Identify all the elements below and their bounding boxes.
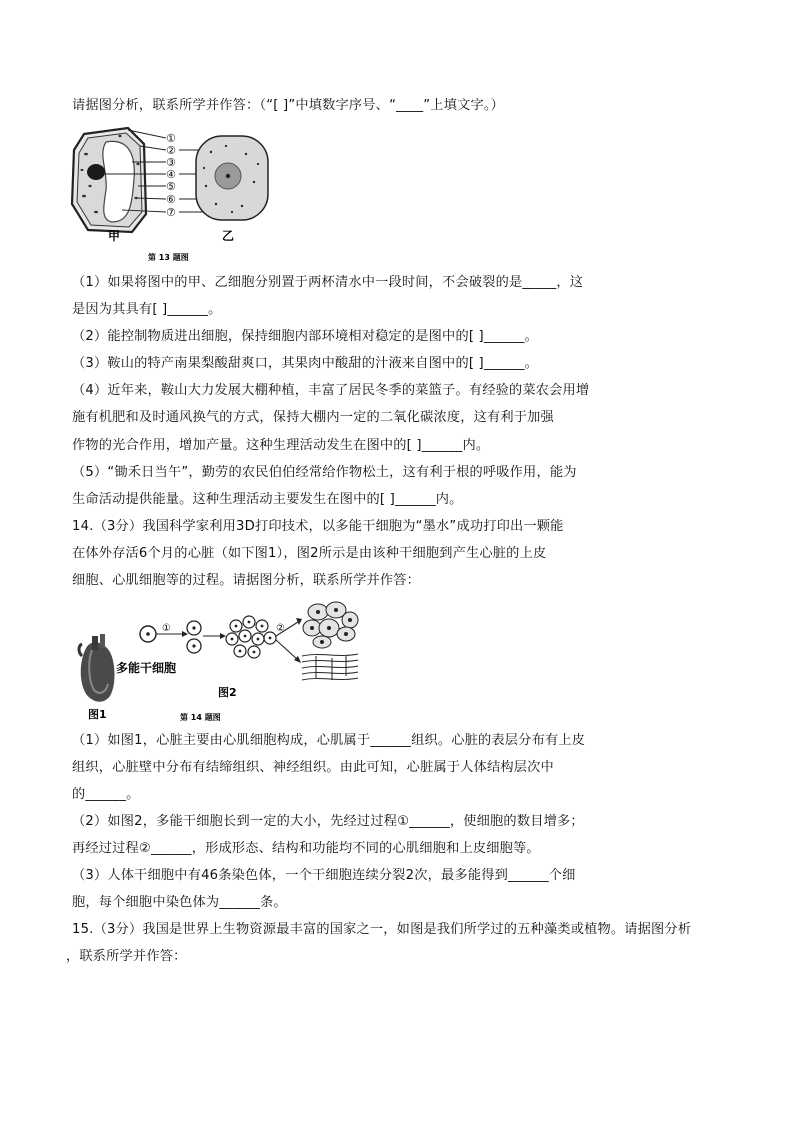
marker-4: ④ (166, 168, 176, 181)
stem-cell-diagram (70, 600, 370, 726)
figure-14 (70, 600, 370, 726)
label-jia: 甲 (108, 229, 121, 243)
q14-answer-line: （2）如图2，多能干细胞长到一定的大小，先经过过程①______，使细胞的数目增多； (72, 814, 584, 829)
fig14-caption: 第 14 题图 (180, 713, 221, 722)
q13-line: 生命活动提供能量。这种生理活动主要发生在图中的[ ]______内。 (72, 492, 463, 507)
marker-5: ⑤ (166, 180, 176, 193)
plant-nucleus (87, 164, 105, 180)
q14-answer-line: 胞，每个细胞中染色体为______条。 (72, 895, 287, 910)
q15-line: ，联系所学并作答： (66, 949, 187, 964)
q14-answer-line: 组织，心脏壁中分布有结缔组织、神经组织。由此可知，心脏属于人体结构层次中 (72, 760, 554, 775)
marker-2: ② (166, 144, 176, 157)
q14-answer-line: 再经过过程②______，形成形态、结构和功能均不同的心肌细胞和上皮细胞等。 (72, 841, 540, 856)
q13-line: （5）“锄禾日当午”，勤劳的农民伯伯经常给作物松土，这有利于根的呼吸作用，能为 (72, 465, 577, 480)
q13-line: （2）能控制物质进出细胞，保持细胞内部环境相对稳定的是图中的[ ]______。 (72, 329, 539, 344)
q14-answer-line: （1）如图1，心脏主要由心肌细胞构成，心肌属于______组织。心脏的表层分布有上皮 (72, 733, 586, 748)
q13-line: （1）如果将图中的甲、乙细胞分别置于两杯清水中一段时间，不会破裂的是_____，这 (72, 275, 584, 290)
q14-answer-line: （3）人体干细胞中有46条染色体，一个干细胞连续分裂2次，最多能得到______个细 (72, 868, 576, 883)
q14-line: 在体外存活6个月的心脏（如下图1），图2所示是由该种干细胞到产生心脏的上皮 (72, 546, 547, 561)
epithelial-cells (303, 602, 358, 648)
label-yi: 乙 (222, 229, 235, 243)
q14-line: 细胞、心肌细胞等的过程。请据图分析，联系所学并作答： (72, 573, 421, 588)
fig1-label: 图1 (88, 708, 107, 721)
fig2-label: 图2 (218, 686, 237, 699)
fig13-caption: 第 13 题图 (148, 253, 189, 262)
structure-markers (166, 132, 176, 219)
cell-diagram (66, 124, 278, 266)
figure-13 (66, 124, 278, 266)
q14-answer-line: 的______。 (72, 787, 140, 802)
cell-cluster (226, 616, 276, 658)
step1-label: ① (162, 623, 171, 634)
q13-line: 作物的光合作用，增加产量。这种生理活动发生在图中的[ ]______内。 (72, 438, 490, 453)
q13-line: （3）鞍山的特产南果梨酸甜爽口，其果肉中酸甜的汁液来自图中的[ ]______。 (72, 356, 539, 371)
cardiac-muscle-cells (302, 654, 358, 680)
q15-line: 15.（3分）我国是世界上生物资源最丰富的国家之一，如图是我们所学过的五种藻类或植物。请据图分析 (72, 922, 692, 937)
intro-text: 请据图分析，联系所学并作答：（“[ ]”中填数字序号、“____”上填文字。） (72, 98, 505, 113)
marker-7: ⑦ (166, 206, 176, 219)
step2-label: ② (276, 623, 285, 634)
q13-line: （4）近年来，鞍山大力发展大棚种植，丰富了居民冬季的菜篮子。有经验的菜农会用增 (72, 383, 590, 398)
q13-line: 是因为其具有[ ]______。 (72, 302, 222, 317)
marker-3: ③ (166, 156, 176, 169)
heart-image (79, 634, 115, 702)
stem-cell-label: 多能干细胞 (116, 661, 177, 675)
q14-line: 14.（3分）我国科学家利用3D打印技术，以多能干细胞为“墨水”成功打印出一颗能 (72, 519, 564, 534)
q13-line: 施有机肥和及时通风换气的方式，保持大棚内一定的二氧化碳浓度，这有利于加强 (72, 410, 554, 425)
marker-6: ⑥ (166, 193, 176, 206)
marker-1: ① (166, 132, 176, 145)
